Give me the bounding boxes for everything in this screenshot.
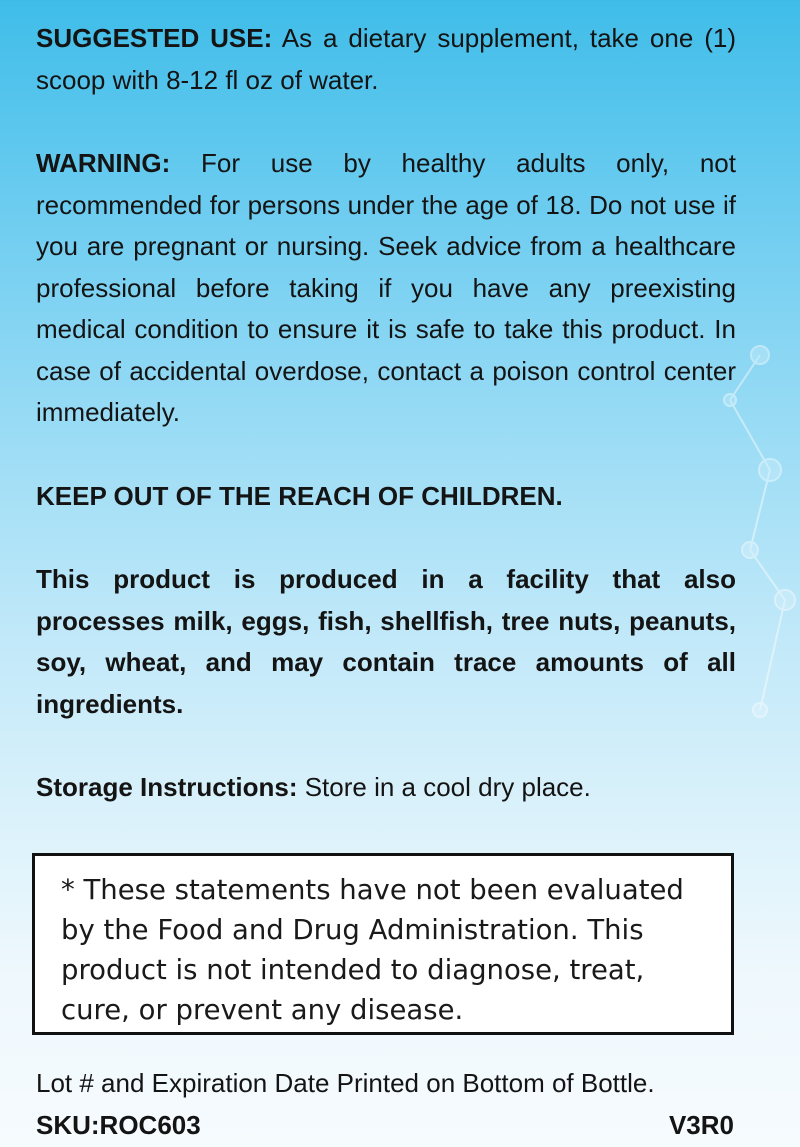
suggested-use-label: SUGGESTED USE: (36, 23, 273, 53)
fda-disclaimer-box (32, 853, 734, 1035)
keep-out-notice: KEEP OUT OF THE REACH OF CHILDREN. (36, 481, 563, 511)
fda-disclaimer-text: * These statements have not been evaluated by the Food and Drug Administration. This product is not intended to diagnose, treat, cure, or prevent any disease. (61, 874, 684, 1026)
storage-label: Storage Instructions: (36, 772, 298, 802)
storage-text: Store in a cool dry place. (297, 772, 591, 802)
suggested-use-paragraph (36, 18, 736, 101)
version-code: V3R0 (668, 1110, 734, 1140)
warning-label: WARNING: (36, 148, 171, 178)
storage-paragraph (36, 767, 591, 809)
allergen-statement: This product is produced in a facility that also processes milk, eggs, fish, shellfish, tree nuts, peanuts, soy, wheat, and may contain trace amounts of all ingredients. (36, 564, 736, 719)
lot-expiration-note: Lot # and Expiration Date Printed on Bottom of Bottle. (36, 1068, 655, 1098)
suggested-use-text: As a dietary supplement, take one (1) scoop with 8-12 fl oz of water. (36, 23, 736, 95)
warning-text: For use by healthy adults only, not recommended for persons under the age of 18. Do not use if you are pregnant or nursing. Seek advice from a healthcare professional before taking if you have any preexisting medical condition to ensure it is safe to take this product. In case of accidental overdose, contact a poison control center immediately. (36, 148, 736, 427)
warning-paragraph (36, 143, 736, 434)
sku-code: SKU:ROC603 (36, 1110, 201, 1140)
